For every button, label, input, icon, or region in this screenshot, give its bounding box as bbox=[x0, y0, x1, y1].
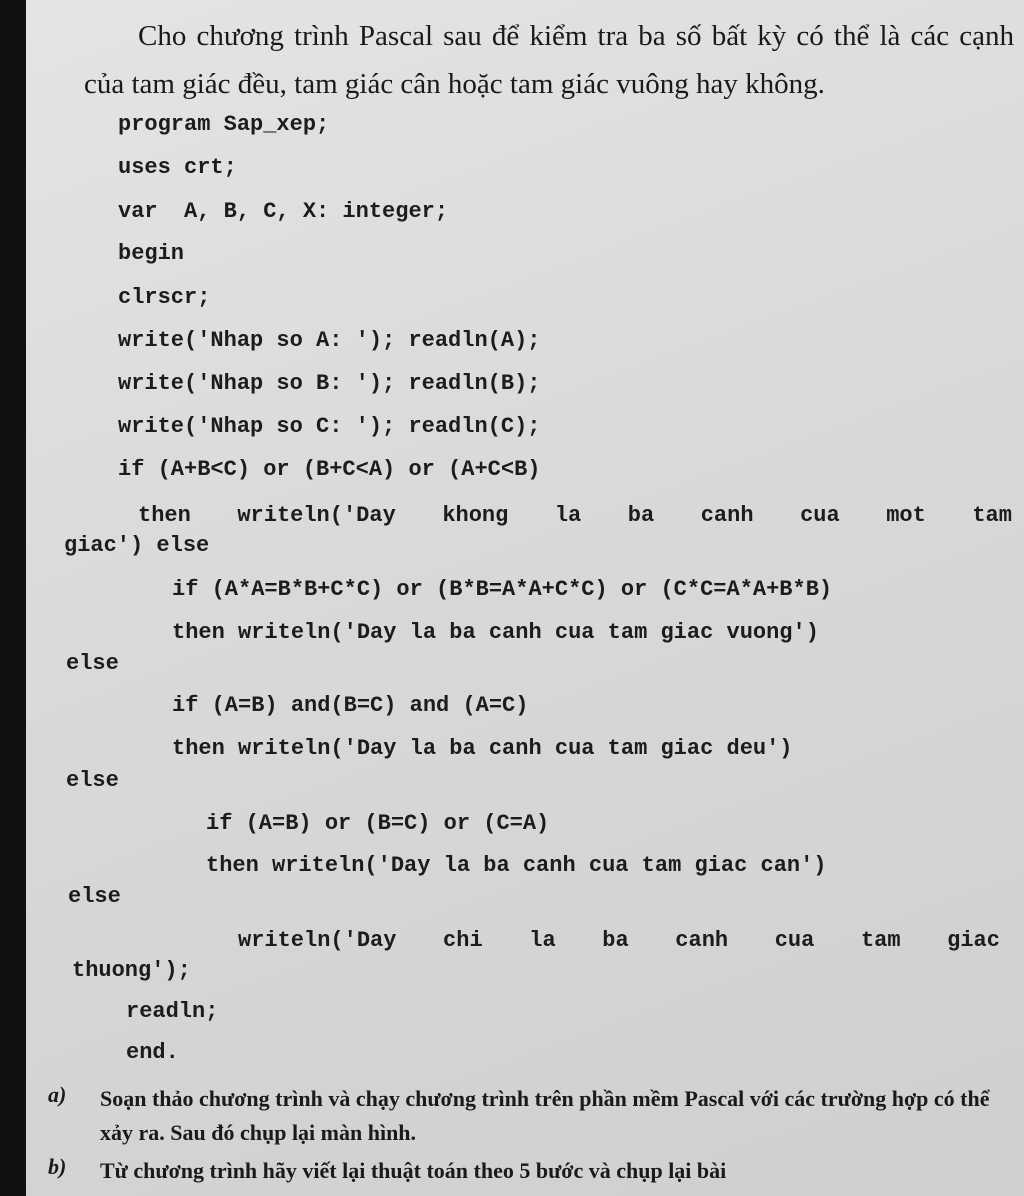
code-word: then bbox=[138, 503, 191, 528]
code-word: mot bbox=[886, 503, 926, 528]
code-line-readln: readln; bbox=[126, 999, 219, 1024]
code-line-program: program Sap_xep; bbox=[118, 112, 330, 137]
code-word: cua bbox=[800, 503, 840, 528]
code-line-begin: begin bbox=[118, 241, 185, 266]
code-word: la bbox=[529, 928, 556, 953]
question-label: b) bbox=[48, 1154, 67, 1179]
code-line-input-a: write('Nhap so A: '); readln(A); bbox=[118, 328, 541, 353]
question-text: Từ chương trình hãy viết lại thuật toán theo 5 bước và chụp lại bài bbox=[100, 1158, 727, 1183]
code-word: la bbox=[554, 503, 582, 528]
code-line-then-isosceles: then writeln('Day la ba canh cua tam giac can') bbox=[206, 853, 827, 878]
code-word: canh bbox=[675, 928, 729, 953]
code-word: writeln('Day bbox=[237, 503, 396, 528]
code-line-input-b: write('Nhap so B: '); readln(B); bbox=[118, 371, 541, 396]
code-line-input-c: write('Nhap so C: '); readln(C); bbox=[118, 414, 541, 439]
code-line-else: else bbox=[68, 884, 121, 909]
code-line-var: var A, B, C, X: integer; bbox=[118, 199, 449, 224]
code-line-thuong: thuong'); bbox=[72, 958, 191, 983]
code-word: ba bbox=[627, 503, 655, 528]
code-line-then-not-triangle bbox=[138, 503, 1012, 528]
code-line-else: else bbox=[66, 768, 119, 793]
code-line-then-equilateral: then writeln('Day la ba canh cua tam giac deu') bbox=[172, 736, 793, 761]
code-word: canh bbox=[700, 503, 754, 528]
document-page bbox=[26, 0, 1024, 1196]
code-line-uses: uses crt; bbox=[118, 155, 237, 180]
code-word: cua bbox=[774, 928, 815, 953]
code-line-clrscr: clrscr; bbox=[118, 285, 211, 310]
code-line-else: else bbox=[66, 651, 119, 676]
code-line-writeln-normal bbox=[238, 928, 1000, 953]
code-line-end: end. bbox=[126, 1040, 179, 1065]
question-text: Soạn thảo chương trình và chạy chương trình trên phần mềm Pascal với các trường hợp có thể xảy ra. Sau đó chụp lại màn hình. bbox=[100, 1086, 990, 1145]
code-word: ba bbox=[602, 928, 629, 953]
code-word: chi bbox=[443, 928, 483, 953]
code-word: giac bbox=[947, 928, 1000, 953]
question-label: a) bbox=[48, 1082, 67, 1107]
code-line-if-equilateral: if (A=B) and(B=C) and (A=C) bbox=[172, 693, 529, 718]
code-line-giac-else: giac') else bbox=[64, 533, 210, 558]
code-line-then-right: then writeln('Day la ba canh cua tam giac vuong') bbox=[172, 620, 819, 645]
code-word: tam bbox=[860, 928, 901, 953]
intro-paragraph: Cho chương trình Pascal sau để kiểm tra ba số bất kỳ có thể là các cạnh của tam giác đều, tam giác cân hoặc tam giác vuông hay không. bbox=[84, 20, 1014, 100]
code-line-if-isosceles: if (A=B) or (B=C) or (C=A) bbox=[206, 811, 550, 836]
code-word: writeln('Day bbox=[238, 928, 397, 953]
code-word: tam bbox=[972, 503, 1012, 528]
code-line-if-right: if (A*A=B*B+C*C) or (B*B=A*A+C*C) or (C*C=A*A+B*B) bbox=[172, 577, 833, 602]
code-word: khong bbox=[442, 503, 509, 528]
code-line-if-triangle: if (A+B<C) or (B+C<A) or (A+C<B) bbox=[118, 457, 541, 482]
